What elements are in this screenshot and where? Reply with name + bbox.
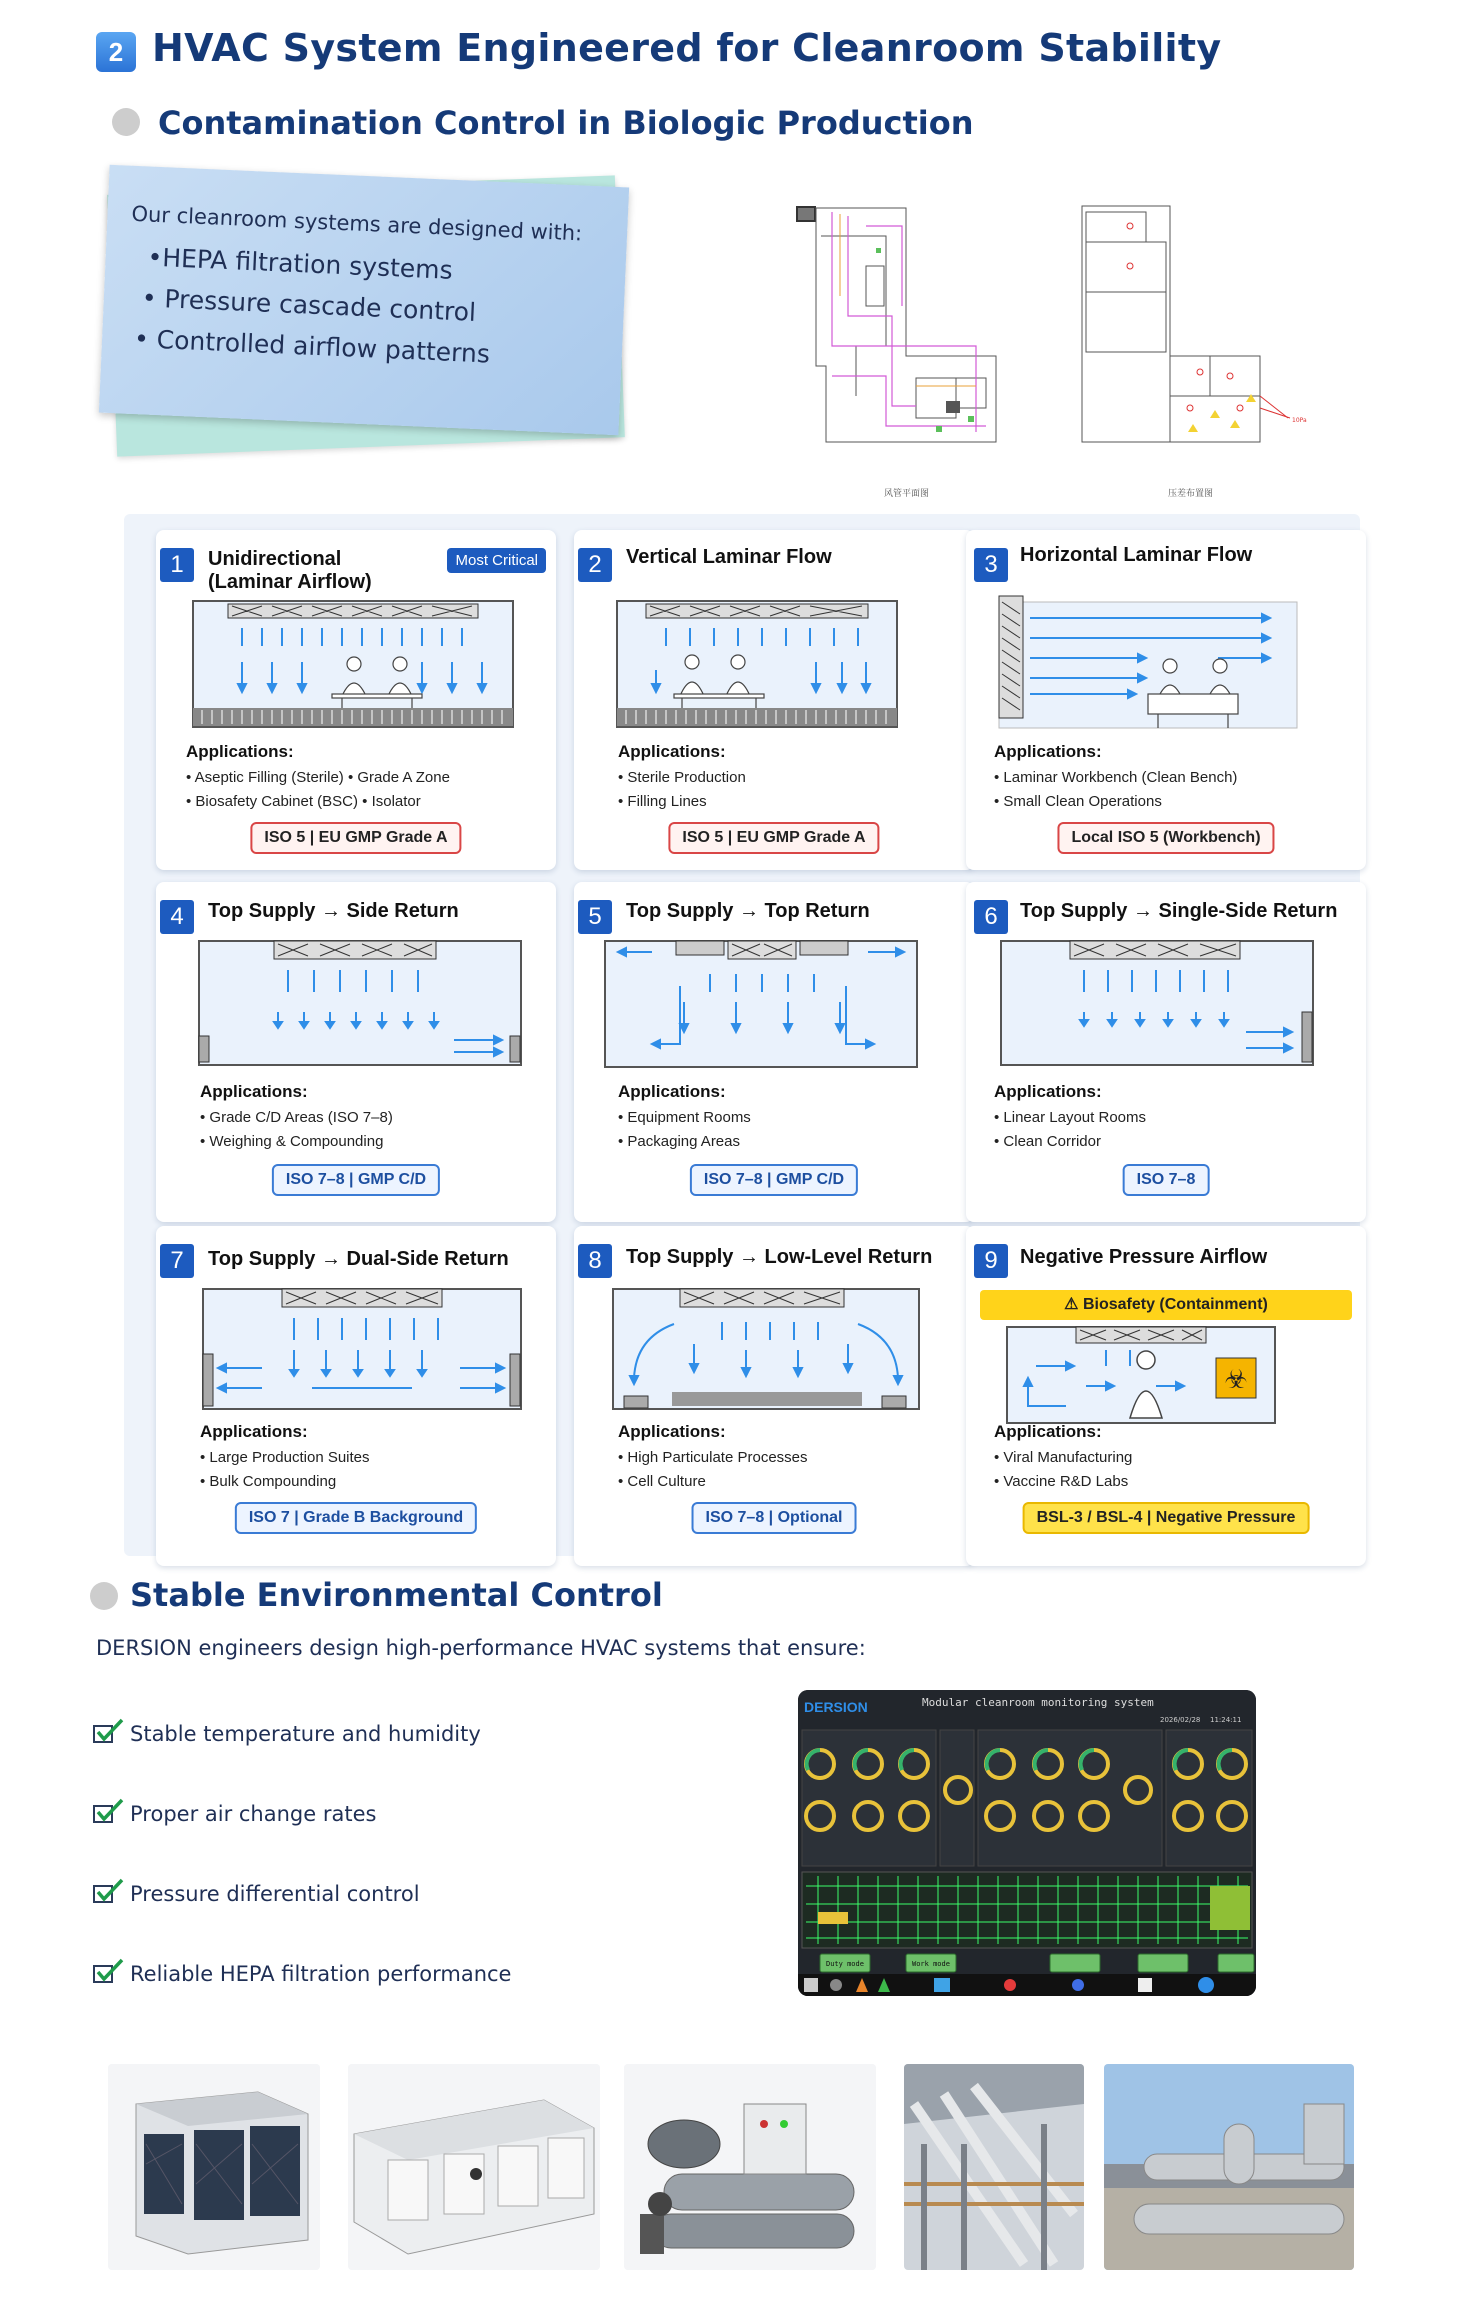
applications-heading: Applications: <box>200 1422 308 1441</box>
photo-rooftop-ducting <box>1104 2064 1354 2270</box>
application-line: • Vaccine R&D Labs <box>994 1473 1129 1490</box>
floor-plan-caption: 风管平面图 <box>884 489 930 499</box>
applications-heading: Applications: <box>186 742 294 761</box>
card-title: Vertical Laminar Flow <box>626 546 832 568</box>
application-line: • Linear Layout Rooms <box>994 1109 1146 1126</box>
feature-item: Stable temperature and humidity <box>92 1718 481 1749</box>
application-line: • Viral Manufacturing <box>994 1449 1133 1466</box>
applications-heading: Applications: <box>200 1082 308 1101</box>
application-line: • Grade C/D Areas (ISO 7–8) <box>200 1109 393 1126</box>
classification-pill: ISO 7–8 <box>1123 1164 1210 1196</box>
monitoring-system-screenshot <box>798 1690 1256 1996</box>
card-number: 3 <box>974 548 1008 582</box>
airflow-card-9 <box>966 1226 1366 1566</box>
application-line: • Laminar Workbench (Clean Bench) <box>994 769 1238 786</box>
airflow-card-6 <box>966 882 1366 1222</box>
airflow-diagram <box>202 1288 522 1412</box>
card-title: Horizontal Laminar Flow <box>1020 544 1253 566</box>
card-number: 2 <box>578 548 612 582</box>
application-line: • Equipment Rooms <box>618 1109 751 1126</box>
airflow-diagram <box>1006 1326 1276 1426</box>
feature-item: Pressure differential control <box>92 1878 420 1909</box>
section-subtitle: Contamination Control in Biologic Production <box>158 104 974 142</box>
airflow-card-8 <box>574 1226 974 1566</box>
application-line: • Weighing & Compounding <box>200 1133 384 1150</box>
airflow-diagram <box>612 1288 920 1412</box>
biosafety-warning-banner: ⚠ Biosafety (Containment) <box>980 1290 1352 1320</box>
monitor-brand: DERSION <box>804 1699 868 1715</box>
application-line: • Small Clean Operations <box>994 793 1162 810</box>
applications-heading: Applications: <box>618 742 726 761</box>
floor-plan-caption: 压差布置图 <box>1168 489 1214 499</box>
application-line: • Biosafety Cabinet (BSC) • Isolator <box>186 793 421 810</box>
airflow-diagram <box>1000 940 1314 1070</box>
monitor-button: Work mode <box>912 1960 950 1968</box>
airflow-card-5 <box>574 882 974 1222</box>
card-number: 9 <box>974 1244 1008 1278</box>
classification-pill: ISO 5 | EU GMP Grade A <box>250 822 461 854</box>
card-title: Top Supply → Side Return <box>208 900 459 922</box>
airflow-card-1 <box>156 530 556 870</box>
applications-heading: Applications: <box>994 742 1102 761</box>
note-item: • Pressure cascade control <box>141 283 477 327</box>
note-item: •HEPA filtration systems <box>147 242 454 285</box>
note-item: • Controlled airflow patterns <box>133 324 491 369</box>
card-title: Top Supply → Dual-Side Return <box>208 1248 509 1270</box>
classification-pill: BSL-3 / BSL-4 | Negative Pressure <box>1023 1502 1310 1534</box>
application-line: • Packaging Areas <box>618 1133 740 1150</box>
note-intro: Our cleanroom systems are designed with: <box>131 201 583 246</box>
card-number: 5 <box>578 900 612 934</box>
card-title: Negative Pressure Airflow <box>1020 1246 1268 1268</box>
section-number-badge: 2 <box>96 32 136 72</box>
monitor-button: Duty mode <box>826 1960 864 1968</box>
checkmark-icon <box>92 1718 126 1749</box>
application-line: • Bulk Compounding <box>200 1473 337 1490</box>
application-line: • Filling Lines <box>618 793 707 810</box>
application-line: • Sterile Production <box>618 769 746 786</box>
monitor-time: 11:24:11 <box>1210 1716 1242 1724</box>
applications-heading: Applications: <box>618 1422 726 1441</box>
application-line: • High Particulate Processes <box>618 1449 808 1466</box>
note-card <box>99 165 629 435</box>
photo-air-cooled-chiller <box>108 2064 320 2270</box>
monitor-title: Modular cleanroom monitoring system <box>922 1696 1154 1709</box>
airflow-card-2 <box>574 530 974 870</box>
applications-heading: Applications: <box>994 1082 1102 1101</box>
feature-item: Reliable HEPA filtration performance <box>92 1958 511 1989</box>
photo-pipework <box>904 2064 1084 2270</box>
airflow-diagram <box>604 940 918 1070</box>
application-line: • Large Production Suites <box>200 1449 370 1466</box>
card-title: Top Supply → Single-Side Return <box>1020 900 1338 922</box>
classification-pill: ISO 7–8 | GMP C/D <box>272 1164 440 1196</box>
section-title: Stable Environmental Control <box>130 1576 663 1614</box>
card-title: Top Supply → Top Return <box>626 900 870 922</box>
photo-air-handling-unit <box>348 2064 600 2270</box>
classification-pill: Local ISO 5 (Workbench) <box>1057 822 1274 854</box>
application-line: • Aseptic Filling (Sterile) • Grade A Zone <box>186 769 450 786</box>
airflow-diagram <box>998 594 1298 734</box>
classification-pill: ISO 7–8 | GMP C/D <box>690 1164 858 1196</box>
application-line: • Cell Culture <box>618 1473 706 1490</box>
feature-item: Proper air change rates <box>92 1798 376 1829</box>
classification-pill: ISO 7 | Grade B Background <box>235 1502 477 1534</box>
section-bullet <box>90 1582 118 1610</box>
classification-pill: ISO 5 | EU GMP Grade A <box>668 822 879 854</box>
most-critical-badge: Most Critical <box>447 548 546 573</box>
classification-pill: ISO 7–8 | Optional <box>692 1502 857 1534</box>
airflow-diagram <box>192 600 514 730</box>
checkmark-icon <box>92 1798 126 1829</box>
application-line: • Clean Corridor <box>994 1133 1101 1150</box>
card-number: 4 <box>160 900 194 934</box>
monitor-date: 2026/02/28 <box>1160 1716 1201 1724</box>
svg-text:☣: ☣ <box>1224 1365 1248 1395</box>
section-bullet <box>112 108 140 136</box>
applications-heading: Applications: <box>618 1082 726 1101</box>
airflow-card-7 <box>156 1226 556 1566</box>
airflow-diagram <box>198 940 522 1070</box>
card-number: 6 <box>974 900 1008 934</box>
section-lead: DERSION engineers design high-performance HVAC systems that ensure: <box>96 1636 866 1660</box>
airflow-card-3 <box>966 530 1366 870</box>
card-number: 7 <box>160 1244 194 1278</box>
checkmark-icon <box>92 1958 126 1989</box>
card-number: 1 <box>160 548 194 582</box>
applications-heading: Applications: <box>994 1422 1102 1441</box>
card-title: Top Supply → Low-Level Return <box>626 1246 933 1268</box>
checkmark-icon <box>92 1878 126 1909</box>
svg-text:10Pa: 10Pa <box>1292 417 1307 424</box>
photo-water-cooled-chiller <box>624 2064 876 2270</box>
airflow-diagram <box>616 600 898 730</box>
floor-plan-air-duct <box>796 196 1026 499</box>
page-title: HVAC System Engineered for Cleanroom Stability <box>152 26 1222 70</box>
card-number: 8 <box>578 1244 612 1278</box>
airflow-card-4 <box>156 882 556 1222</box>
card-title: Unidirectional (Laminar Airflow) <box>208 548 372 593</box>
floor-plan-pressure <box>1080 196 1310 499</box>
